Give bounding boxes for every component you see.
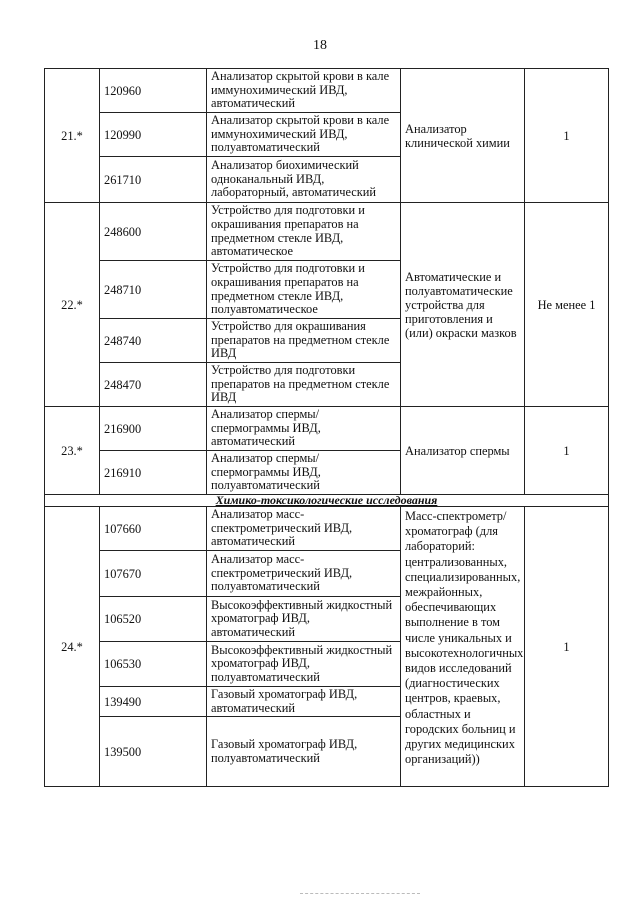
item-number: 24.* <box>45 507 100 787</box>
name-cell: Высокоэффективный жидкостный хроматограф ИВД, полуавтоматический <box>207 642 401 687</box>
name-cell: Устройство для подготовки и окрашивания препаратов на предметном стекле ИВД, полуавтоматическое <box>207 261 401 319</box>
code-cell: 139490 <box>100 687 207 717</box>
name-cell: Анализатор масс-спектрометрический ИВД, автоматический <box>207 507 401 551</box>
name-cell: Устройство для окрашивания препаратов на предметном стекле ИВД <box>207 319 401 363</box>
function-cell: Анализатор спермы <box>401 407 525 495</box>
name-cell: Устройство для подготовки и окрашивания препаратов на предметном стекле ИВД, автоматическое <box>207 203 401 261</box>
name-cell: Анализатор спермы/спермограммы ИВД, полуавтоматический <box>207 451 401 495</box>
code-cell: 106530 <box>100 642 207 687</box>
function-cell: Анализатор клинической химии <box>401 69 525 203</box>
code-cell: 216910 <box>100 451 207 495</box>
page-number: 18 <box>313 38 327 53</box>
name-cell: Анализатор спермы/спермограммы ИВД, автоматический <box>207 407 401 451</box>
section-header: Химико-токсикологические исследования <box>45 495 609 507</box>
name-cell: Устройство для подготовки препаратов на предметном стекле ИВД <box>207 363 401 407</box>
table-row <box>45 69 609 113</box>
name-cell: Анализатор биохимический одноканальный ИВД, лабораторный, автоматический <box>207 157 401 203</box>
name-cell: Анализатор масс-спектрометрический ИВД, полуавтоматический <box>207 551 401 597</box>
code-cell: 106520 <box>100 597 207 642</box>
code-cell: 107670 <box>100 551 207 597</box>
item-number: 23.* <box>45 407 100 495</box>
table-row <box>45 203 609 261</box>
code-cell: 120990 <box>100 113 207 157</box>
item-number: 21.* <box>45 69 100 203</box>
scan-edge-mark <box>300 893 420 897</box>
code-cell: 216900 <box>100 407 207 451</box>
function-cell: Масс-спектрометр/ хроматограф (для лабораторий: централизованных, специализированных, межрайонных, обеспечивающих выполнение в том числе уникальных и высокотехнологичных видов исследований (диагностических центров, краевых, областных и городских больниц и других медицинских организаций)) <box>401 507 525 787</box>
code-cell: 248710 <box>100 261 207 319</box>
name-cell: Газовый хроматограф ИВД, полуавтоматический <box>207 717 401 787</box>
section-row <box>45 495 609 507</box>
quantity-cell: 1 <box>525 407 609 495</box>
name-cell: Анализатор скрытой крови в кале иммунохимический ИВД, полуавтоматический <box>207 113 401 157</box>
quantity-cell: 1 <box>525 69 609 203</box>
name-cell: Газовый хроматограф ИВД, автоматический <box>207 687 401 717</box>
table-row <box>45 407 609 451</box>
code-cell: 248470 <box>100 363 207 407</box>
code-cell: 107660 <box>100 507 207 551</box>
name-cell: Высокоэффективный жидкостный хроматограф ИВД, автоматический <box>207 597 401 642</box>
function-cell: Автоматические и полуавтоматические устройства для приготовления и (или) окраски мазков <box>401 203 525 407</box>
code-cell: 261710 <box>100 157 207 203</box>
name-cell: Анализатор скрытой крови в кале иммунохимический ИВД, автоматический <box>207 69 401 113</box>
code-cell: 248600 <box>100 203 207 261</box>
equipment-table <box>44 68 609 787</box>
quantity-cell: Не менее 1 <box>525 203 609 407</box>
item-number: 22.* <box>45 203 100 407</box>
code-cell: 139500 <box>100 717 207 787</box>
quantity-cell: 1 <box>525 507 609 787</box>
code-cell: 248740 <box>100 319 207 363</box>
table-row <box>45 507 609 551</box>
code-cell: 120960 <box>100 69 207 113</box>
